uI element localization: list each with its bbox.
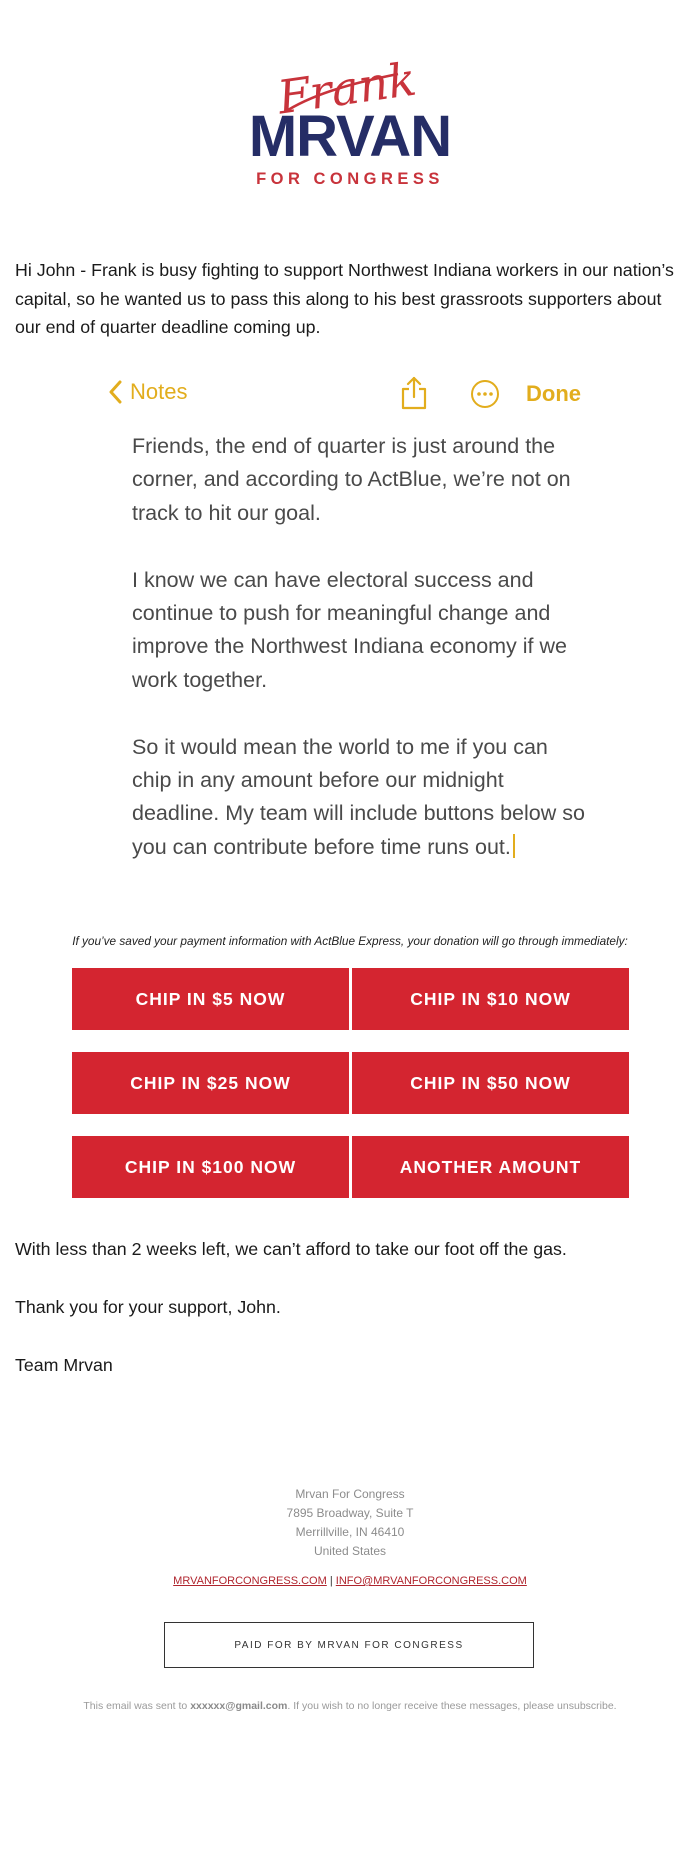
actblue-express-note: If you’ve saved your payment information with ActBlue Express, your donation will go through immediately:	[72, 934, 628, 948]
chip-in-50-button[interactable]: CHIP IN $50 NOW	[352, 1052, 629, 1114]
chip-in-10-button[interactable]: CHIP IN $10 NOW	[352, 968, 629, 1030]
unsub-prefix: This email was sent to	[83, 1700, 191, 1712]
chip-in-100-button[interactable]: CHIP IN $100 NOW	[72, 1136, 349, 1198]
website-link[interactable]: MRVANFORCONGRESS.COM	[173, 1575, 327, 1587]
chip-in-5-button[interactable]: CHIP IN $5 NOW	[72, 968, 349, 1030]
footer-country: United States	[313, 1544, 387, 1558]
link-separator: |	[329, 1575, 333, 1587]
notes-toolbar	[108, 375, 588, 415]
recipient-email: xxxxxx@gmail.com	[190, 1700, 288, 1712]
note-paragraph-3	[132, 731, 592, 865]
text-caret	[513, 834, 515, 858]
logo-script-frank: Frank	[274, 52, 420, 125]
more-icon[interactable]	[470, 379, 500, 409]
logo-name: MRVAN	[248, 104, 452, 169]
donation-button-grid	[72, 968, 629, 1198]
footer-org-name: Mrvan For Congress	[295, 1487, 405, 1501]
notes-back-label: Notes	[130, 379, 188, 404]
intro-paragraph: Hi John - Frank is busy fighting to support Northwest Indiana workers in our nation’s capital, so he wanted us to pass this along to his best grassroots supporters about our end of quarter deadline coming up.	[15, 260, 674, 337]
footer-city: Merrillville, IN 46410	[295, 1525, 405, 1539]
chip-in-25-button[interactable]: CHIP IN $25 NOW	[72, 1052, 349, 1114]
closing-line-2: Thank you for your support, John.	[15, 1297, 281, 1317]
campaign-logo	[248, 52, 452, 192]
unsubscribe-notice	[0, 1700, 700, 1712]
closing-section	[15, 1237, 687, 1411]
notes-back-button[interactable]	[108, 379, 187, 405]
paid-for-disclaimer: PAID FOR BY MRVAN FOR CONGRESS	[164, 1622, 534, 1668]
logo-tagline: FOR CONGRESS	[256, 170, 444, 188]
footer-links	[0, 1575, 700, 1587]
chevron-left-icon	[108, 380, 122, 404]
footer-address	[0, 1485, 700, 1561]
note-body	[132, 430, 592, 898]
share-icon[interactable]	[400, 375, 428, 411]
note-paragraph-2: I know we can have electoral success and continue to push for meaningful change and improve the Northwest Indiana economy if we work together.	[132, 567, 567, 692]
footer-street: 7895 Broadway, Suite T	[286, 1506, 414, 1520]
unsub-suffix[interactable]: . If you wish to no longer receive these messages, please unsubscribe.	[287, 1700, 617, 1712]
another-amount-button[interactable]: ANOTHER AMOUNT	[352, 1136, 629, 1198]
email-link[interactable]: INFO@MRVANFORCONGRESS.COM	[335, 1575, 527, 1587]
done-button[interactable]: Done	[526, 381, 581, 406]
note-paragraph-1: Friends, the end of quarter is just around the corner, and according to ActBlue, we’re not on track to hit our goal.	[132, 434, 571, 525]
signature: Team Mrvan	[15, 1355, 113, 1375]
note-paragraph-3-text: So it would mean the world to me if you can chip in any amount before our midnight deadline. My team will include buttons below so you can contribute before time runs out.	[132, 734, 585, 859]
closing-line-1: With less than 2 weeks left, we can’t afford to take our foot off the gas.	[15, 1239, 567, 1259]
